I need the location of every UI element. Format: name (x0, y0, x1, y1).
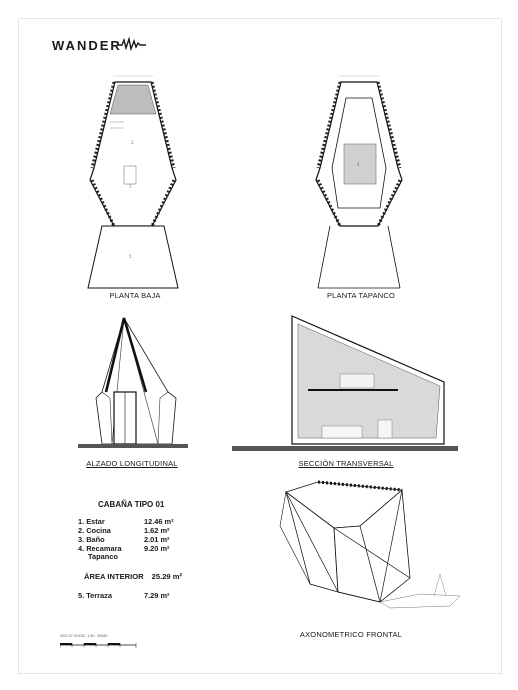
seccion-drawing (228, 310, 464, 460)
axonometrico-caption: AXONOMETRICO FRONTAL (299, 630, 403, 639)
brand-logo-icon (118, 36, 148, 52)
svg-text:1: 1 (129, 184, 132, 189)
planta-baja-drawing (80, 68, 190, 293)
room-area: 9.20 m² (144, 544, 170, 553)
interior-label: ÁREA INTERIOR (84, 572, 144, 581)
table-title: CABAÑA TIPO 01 (98, 500, 165, 509)
svg-text:2: 2 (131, 140, 134, 145)
interior-area-row (84, 572, 182, 581)
room-name: 4. Recamara (78, 544, 122, 553)
scale-bar (60, 642, 140, 650)
room-area: 12.46 m² (144, 517, 174, 526)
svg-text:4: 4 (357, 162, 360, 167)
svg-text:5: 5 (129, 254, 132, 259)
planta-tapanco-caption: PLANTA TAPANCO (326, 291, 396, 300)
terraza-name: 5. Terraza (78, 591, 112, 600)
axonometrico-drawing (270, 474, 470, 624)
room-area: 1.62 m² (144, 526, 170, 535)
room-name: 3. Baño (78, 535, 105, 544)
room-sublabel: Tapanco (88, 552, 118, 561)
planta-tapanco-drawing (306, 68, 416, 293)
brand-name: WANDER (52, 38, 122, 53)
room-name: 1. Estar (78, 517, 105, 526)
alzado-drawing (72, 314, 192, 464)
interior-area: 25.29 m² (151, 572, 183, 581)
room-area: 2.01 m² (144, 535, 170, 544)
alzado-caption: ALZADO LONGITUDINAL (86, 459, 178, 468)
planta-baja-caption: PLANTA BAJA (109, 291, 161, 300)
drawing-footnote: 2021.07.09 ESC. 1:50 - 50045 (60, 634, 108, 638)
room-name: 2. Cocina (78, 526, 111, 535)
seccion-caption: SECCIÓN TRANSVERSAL (298, 459, 394, 468)
terraza-row (78, 591, 170, 600)
terraza-area: 7.29 m² (144, 591, 170, 600)
